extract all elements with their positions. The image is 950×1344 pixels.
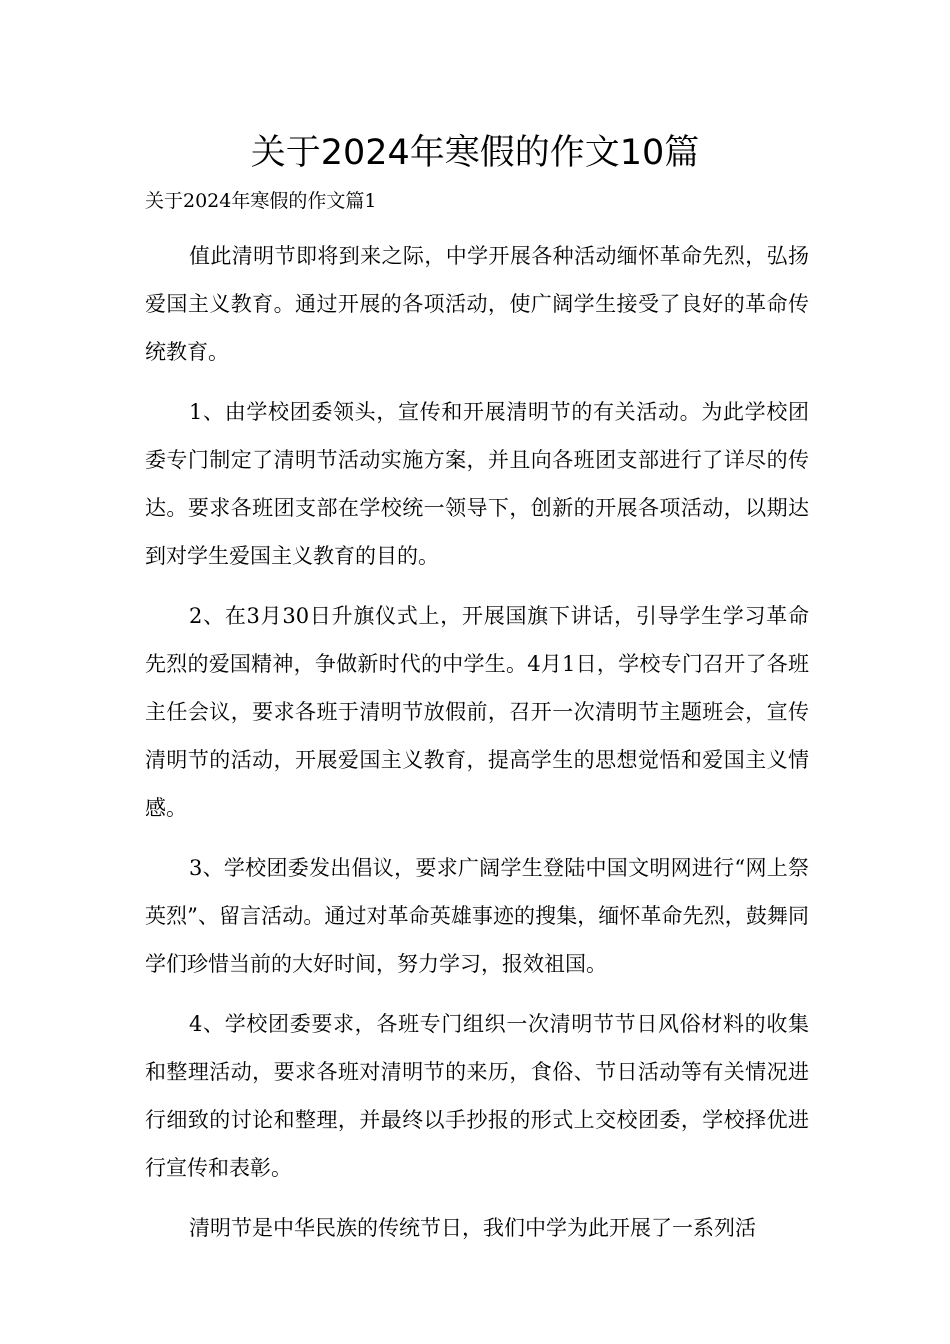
section-heading: 关于2024年寒假的作文篇1: [145, 190, 377, 212]
document-body: [145, 232, 809, 1252]
paragraph-item-1: 1、由学校团委领头，宣传和开展清明节的有关活动。为此学校团委专门制定了清明节活动实施方案，并且向各班团支部进行了详尽的传达。要求各班团支部在学校统一领导下，创新的开展各项活动，以期达到对学生爱国主义教育的目的。: [145, 400, 809, 568]
paragraph-item-2: 2、在3月30日升旗仪式上，开展国旗下讲话，引导学生学习革命先烈的爱国精神，争做新时代的中学生。4月1日，学校专门召开了各班主任会议，要求各班于清明节放假前，召开一次清明节主题班会，宣传清明节的活动，开展爱国主义教育，提高学生的思想觉悟和爱国主义情感。: [145, 604, 809, 820]
paragraph-item-4: 4、学校团委要求，各班专门组织一次清明节节日风俗材料的收集和整理活动，要求各班对清明节的来历，食俗、节日活动等有关情况进行细致的讨论和整理，并最终以手抄报的形式上交校团委，学校择优进行宣传和表彰。: [145, 1012, 809, 1180]
paragraph-item-3: 3、学校团委发出倡议，要求广阔学生登陆中国文明网进行“网上祭英烈”、留言活动。通过对革命英雄事迹的搜集，缅怀革命先烈，鼓舞同学们珍惜当前的大好时间，努力学习，报效祖国。: [145, 856, 809, 976]
paragraph-closing: 清明节是中华民族的传统节日，我们中学为此开展了一系列活: [189, 1216, 756, 1240]
paragraph-intro: 值此清明节即将到来之际，中学开展各种活动缅怀革命先烈，弘扬爱国主义教育。通过开展的各项活动，使广阔学生接受了良好的革命传统教育。: [145, 244, 809, 364]
document-title: 关于2024年寒假的作文10篇: [250, 133, 700, 173]
